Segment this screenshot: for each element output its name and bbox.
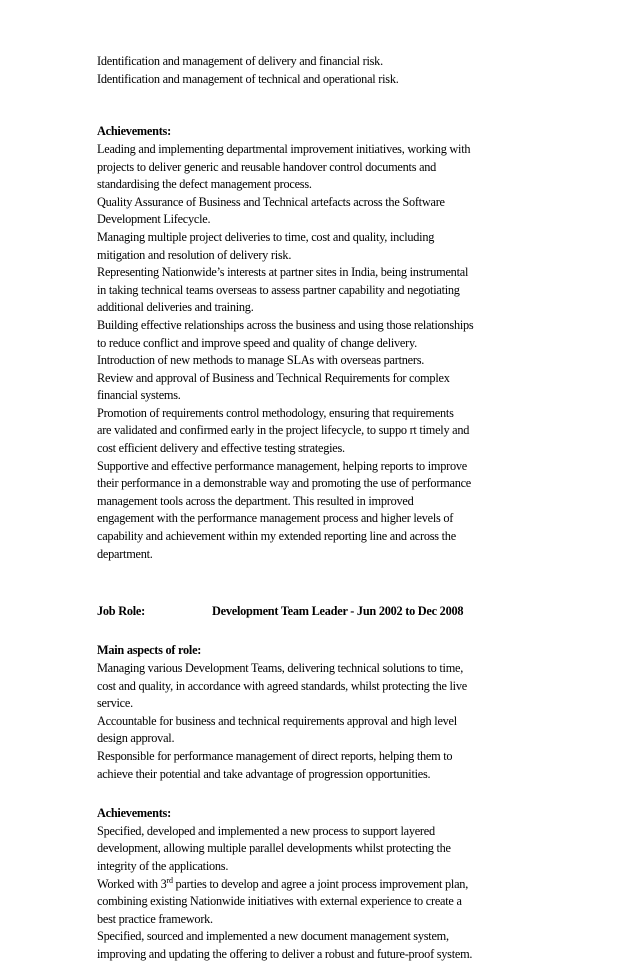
text-line: Managing various Development Teams, delivering technical solutions to time,	[97, 661, 464, 675]
text-line: integrity of the applications.	[97, 858, 229, 873]
text-line: Supportive and effective performance management, helping reports to improve	[97, 458, 467, 473]
text-line: Leading and implementing departmental improvement initiatives, working with	[97, 141, 471, 156]
achievements-heading: Achievements:	[97, 124, 171, 139]
text-line: cost efficient delivery and effective testing strategies.	[97, 441, 345, 456]
text-line: Representing Nationwide’s interests at partner sites in India, being instrumental	[97, 265, 469, 280]
text-line: design approval.	[97, 731, 175, 746]
text-line: in taking technical teams overseas to assess partner capability and negotiating	[97, 282, 460, 297]
text-line: Specified, developed and implemented a new process to support layered	[97, 823, 435, 838]
risk-line: Identification and management of technical and operational risk.	[97, 71, 399, 86]
text-line: engagement with the performance management process and higher levels of	[97, 511, 454, 526]
text-line: their performance in a demonstrable way and promoting the use of performance	[97, 476, 472, 491]
text-line: Quality Assurance of Business and Technical artefacts across the Software	[97, 194, 445, 209]
text-line: are validated and confirmed early in the project lifecycle, to suppo rt timely and	[97, 423, 470, 438]
job-role-line	[97, 603, 557, 621]
text-line: financial systems.	[97, 388, 181, 403]
text-line: Managing multiple project deliveries to time, cost and quality, including	[97, 229, 435, 244]
risk-line: Identification and management of delivery and financial risk.	[97, 54, 383, 68]
text-line: Building effective relationships across the business and using those relationships	[97, 317, 474, 332]
text-line: Specified, sourced and implemented a new document management system,	[97, 929, 449, 944]
achievements-lines	[97, 141, 557, 563]
text-line: Worked with 3rd parties to develop and agree a joint process improvement plan,	[97, 875, 469, 891]
text-line: best practice framework.	[97, 911, 213, 926]
main-aspects-section	[97, 642, 557, 783]
text-line: to reduce conflict and improve speed and quality of change delivery.	[97, 335, 417, 350]
achievements-lines	[97, 823, 557, 876]
text-line: Promotion of requirements control methodology, ensuring that requirements	[97, 405, 454, 420]
text-line: achieve their potential and take advantage of progression opportunities.	[97, 766, 431, 781]
text-line: standardising the defect management process.	[97, 177, 312, 192]
job-role-label: Job Role:	[97, 603, 145, 618]
text-line: department.	[97, 546, 153, 561]
text-line: Responsible for performance management of direct reports, helping them to	[97, 748, 453, 763]
main-aspects-heading: Main aspects of role:	[97, 643, 202, 658]
text-line: additional deliveries and training.	[97, 300, 254, 315]
text-line: Review and approval of Business and Technical Requirements for complex	[97, 370, 450, 385]
text-line: Development Lifecycle.	[97, 212, 211, 227]
text-line: cost and quality, in accordance with agreed standards, whilst protecting the live	[97, 678, 467, 693]
text-line: Introduction of new methods to manage SLAs with overseas partners.	[97, 353, 425, 368]
achievements-section-2	[97, 805, 557, 963]
text-line: service.	[97, 696, 133, 711]
text-line: development, allowing multiple parallel developments whilst protecting the	[97, 841, 451, 856]
text-line: Accountable for business and technical requirements approval and high level	[97, 713, 457, 728]
ordinal-suffix: rd	[166, 875, 173, 885]
document-content	[97, 53, 557, 964]
text-line: mitigation and resolution of delivery risk.	[97, 247, 292, 262]
text-line: combining existing Nationwide initiatives with external experience to create a	[97, 894, 462, 909]
achievements-heading: Achievements:	[97, 806, 171, 821]
main-aspects-lines	[97, 660, 557, 783]
text-line: management tools across the department. This resulted in improved	[97, 493, 414, 508]
text-line: improving and updating the offering to deliver a robust and future-proof system.	[97, 946, 473, 961]
text-line: projects to deliver generic and reusable handover control documents and	[97, 159, 437, 174]
text-line: capability and achievement within my extended reporting line and across the	[97, 529, 456, 544]
risk-section	[97, 53, 557, 88]
achievements-section-1	[97, 123, 557, 563]
job-role-value: Development Team Leader - Jun 2002 to Dec 2008	[212, 603, 464, 618]
